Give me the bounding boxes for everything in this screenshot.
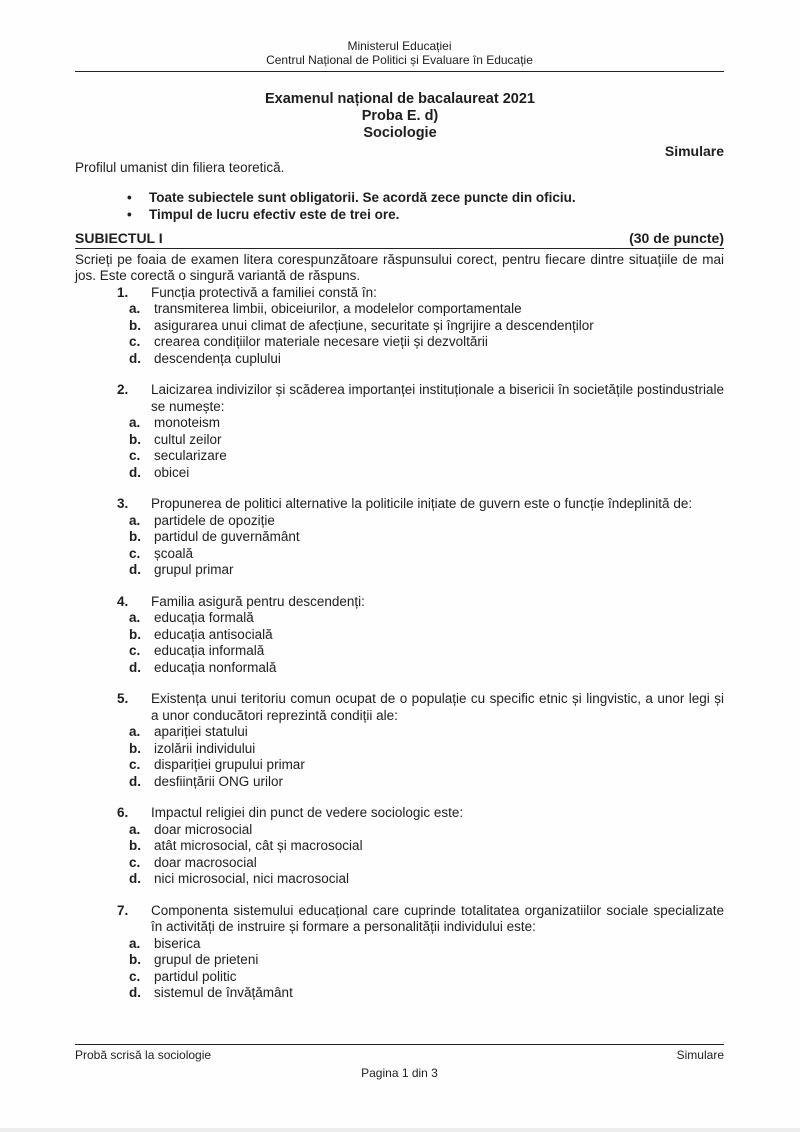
document-footer: [75, 1044, 724, 1080]
option-a: [75, 415, 724, 432]
question-head: [75, 285, 724, 302]
question-number: 7.: [117, 902, 129, 918]
option-c: [75, 969, 724, 986]
proba-line: Proba E. d): [361, 108, 439, 124]
option-letter: d.: [129, 871, 141, 886]
option-a: [75, 301, 724, 318]
option-letter: c.: [129, 757, 141, 772]
question-head: [75, 691, 724, 724]
option-letter: a.: [129, 821, 141, 837]
option-c: [75, 855, 724, 872]
option-c: [75, 334, 724, 351]
bullet-icon: [127, 190, 149, 207]
option-letter: d.: [129, 464, 141, 480]
question-text: Componenta sistemului educațional care cuprinde totalitatea organizatiilor sociale specializate în activități de instruire și formare a personalității individului este:: [151, 902, 724, 934]
profile-line: Profilul umanist din filiera teoretică.: [75, 159, 285, 175]
option-letter: a.: [129, 512, 141, 528]
option-letter: b.: [129, 838, 141, 853]
option-c: [75, 757, 724, 774]
option-letter: a.: [129, 935, 141, 951]
option-letter: d.: [129, 659, 141, 675]
option-b: [75, 529, 724, 546]
option-b: [75, 318, 724, 335]
question-number: 4.: [117, 593, 129, 609]
option-text: izolării individului: [154, 740, 256, 756]
question-head: [75, 496, 724, 513]
option-d: [75, 562, 724, 579]
subject-header: [75, 230, 724, 249]
option-letter: b.: [129, 952, 141, 967]
question-head: [75, 805, 724, 822]
document-header: [75, 0, 724, 72]
option-b: [75, 741, 724, 758]
question-text: Familia asigură pentru descendenți:: [151, 593, 365, 609]
question-text: Existența unui teritoriu comun ocupat de o populație cu specific etnic și lingvistic, a unor legi și a unor conducători reprezintă condiții ale:: [151, 691, 724, 723]
option-letter: c.: [129, 854, 141, 870]
national-center-line: Centrul Național de Politici și Evaluare în Educație: [266, 53, 533, 67]
option-c: [75, 448, 724, 465]
option-d: [75, 871, 724, 888]
question-1: [75, 285, 724, 368]
option-text: partidele de opoziție: [154, 512, 275, 528]
option-d: [75, 985, 724, 1002]
option-text: doar macrosocial: [154, 854, 257, 870]
option-text: grupul primar: [154, 562, 234, 577]
option-letter: c.: [129, 643, 141, 658]
option-text: obicei: [154, 464, 190, 480]
option-letter: d.: [129, 773, 141, 789]
option-d: [75, 774, 724, 791]
note-text: Timpul de lucru efectiv este de trei ore.: [149, 206, 400, 222]
question-number: 3.: [117, 496, 129, 511]
footer-right-label: Simulare: [676, 1048, 724, 1062]
option-text: școală: [154, 545, 194, 561]
option-c: [75, 643, 724, 660]
question-number: 5.: [117, 691, 129, 706]
option-text: nici microsocial, nici macrosocial: [154, 871, 350, 886]
footer-page-number: Pagina 1 din 3: [361, 1066, 438, 1080]
scan-page-edge: [0, 1128, 800, 1132]
discipline-line: Sociologie: [363, 125, 437, 141]
option-text: grupul de prieteni: [154, 952, 259, 967]
option-letter: c.: [129, 334, 141, 349]
question-4: [75, 594, 724, 677]
note-item: [75, 207, 724, 224]
title-block: [0, 91, 800, 142]
question-7: [75, 903, 724, 1002]
ministry-line: Ministerul Educației: [347, 39, 452, 53]
option-text: partidul de guvernământ: [154, 529, 300, 544]
option-letter: b.: [129, 317, 141, 333]
option-text: descendența cuplului: [154, 350, 281, 366]
option-text: crearea condițiilor materiale necesare vieții și dezvoltării: [154, 334, 488, 349]
question-5: [75, 691, 724, 790]
option-text: cultul zeilor: [154, 431, 222, 447]
option-text: atât microsocial, cât și macrosocial: [154, 838, 363, 853]
option-text: asigurarea unui climat de afecțiune, securitate și îngrijire a descendenților: [154, 317, 594, 333]
option-d: [75, 465, 724, 482]
question-text: Funcția protectivă a familiei constă în:: [151, 284, 377, 300]
option-text: educația antisocială: [154, 626, 273, 642]
option-text: sistemul de învățământ: [154, 985, 293, 1000]
note-text: Toate subiectele sunt obligatorii. Se acordă zece puncte din oficiu.: [149, 190, 576, 205]
option-letter: a.: [129, 301, 141, 316]
subject-instructions: Scrieți pe foaia de examen litera corespunzătoare răspunsului corect, pentru fiecare dintre situațiile de mai jos. Este corectă o singură variantă de răspuns.: [75, 251, 724, 283]
option-letter: b.: [129, 529, 141, 544]
footer-left-label: Probă scrisă la sociologie: [75, 1048, 212, 1062]
exam-notes: [75, 190, 724, 223]
option-text: apariției statului: [154, 724, 248, 739]
option-b: [75, 432, 724, 449]
option-a: [75, 513, 724, 530]
option-text: monoteism: [154, 415, 221, 430]
question-3: [75, 496, 724, 579]
option-c: [75, 546, 724, 563]
option-letter: c.: [129, 545, 141, 561]
option-a: [75, 936, 724, 953]
bullet-icon: [127, 207, 149, 224]
option-a: [75, 724, 724, 741]
option-text: educația nonformală: [154, 659, 277, 675]
question-head: [75, 594, 724, 611]
question-text: Laicizarea indivizilor și scăderea importanței instituționale a bisericii în societățile postindustriale se numește:: [151, 382, 724, 414]
option-text: educația informală: [154, 643, 265, 658]
question-number: 6.: [117, 805, 129, 820]
option-letter: c.: [129, 448, 141, 463]
subject-points: (30 de puncte): [629, 230, 724, 246]
option-letter: d.: [129, 350, 141, 366]
option-letter: a.: [129, 610, 141, 625]
option-letter: b.: [129, 740, 141, 756]
option-d: [75, 351, 724, 368]
question-text: Propunerea de politici alternative la politicile inițiate de guvern este o funcție îndeplinită de:: [151, 496, 693, 511]
option-text: educația formală: [154, 610, 254, 625]
option-text: transmiterea limbii, obiceiurilor, a modelelor comportamentale: [154, 301, 522, 316]
option-letter: d.: [129, 985, 141, 1000]
question-6: [75, 805, 724, 888]
option-letter: d.: [129, 562, 141, 577]
option-text: biserica: [154, 935, 201, 951]
option-letter: b.: [129, 431, 141, 447]
subject-label: SUBIECTUL I: [75, 230, 163, 246]
option-text: doar microsocial: [154, 821, 253, 837]
option-letter: a.: [129, 415, 141, 430]
option-letter: b.: [129, 626, 141, 642]
option-b: [75, 627, 724, 644]
option-a: [75, 610, 724, 627]
option-letter: a.: [129, 724, 141, 739]
option-text: desființării ONG urilor: [154, 773, 284, 789]
question-number: 1.: [117, 284, 129, 300]
option-d: [75, 660, 724, 677]
question-list: [75, 285, 724, 1002]
question-head: [75, 903, 724, 936]
note-item: [75, 190, 724, 207]
question-2: [75, 382, 724, 481]
option-b: [75, 952, 724, 969]
option-a: [75, 822, 724, 839]
question-head: [75, 382, 724, 415]
option-text: secularizare: [154, 448, 227, 463]
question-text: Impactul religiei din punct de vedere sociologic este:: [151, 805, 464, 820]
question-number: 2.: [117, 382, 129, 397]
exam-title: Examenul național de bacalaureat 2021: [265, 91, 535, 107]
simulare-label: Simulare: [664, 143, 724, 159]
option-text: dispariției grupului primar: [154, 757, 305, 772]
option-text: partidul politic: [154, 968, 237, 984]
option-letter: c.: [129, 968, 141, 984]
option-b: [75, 838, 724, 855]
